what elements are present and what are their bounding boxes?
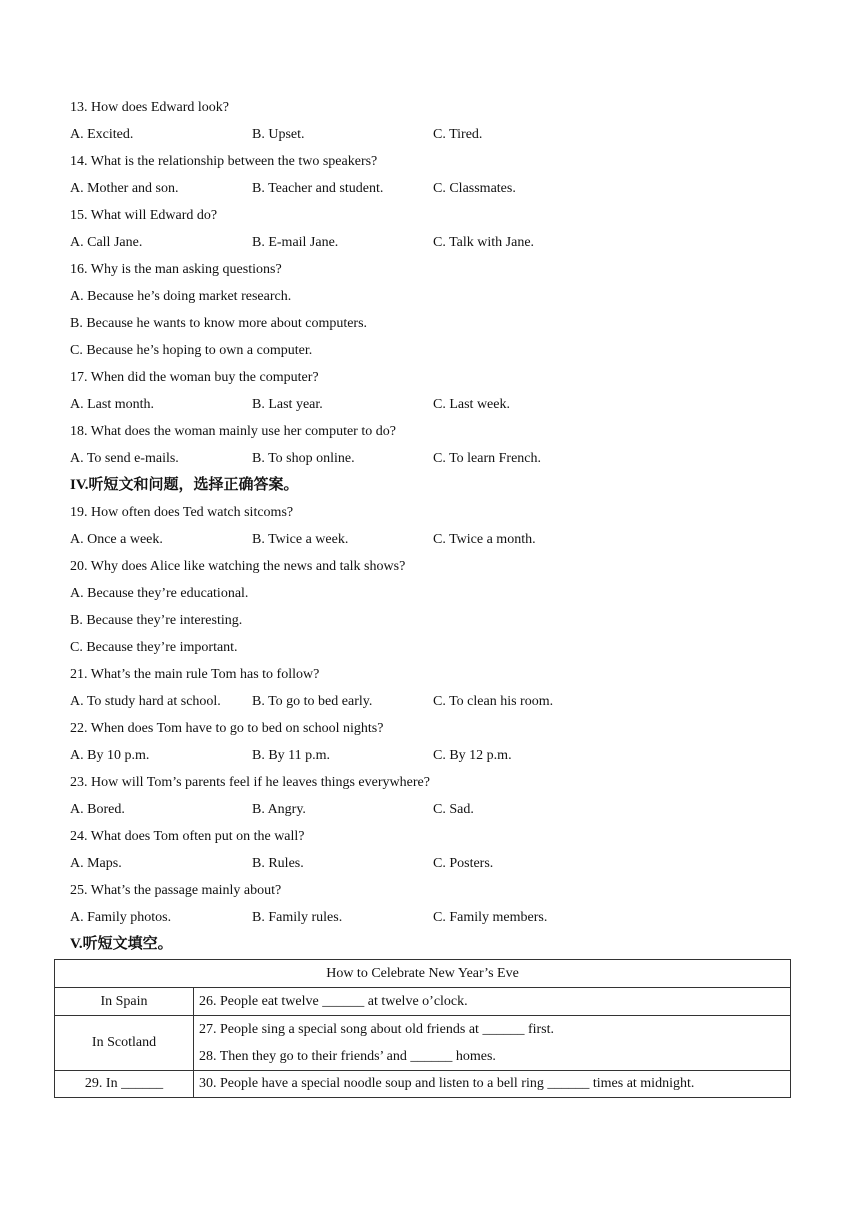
scotland-label: In Scotland xyxy=(55,1016,194,1071)
question-text: 22. When does Tom have to go to bed on school nights? xyxy=(70,721,384,736)
option-b: B. By 11 p.m. xyxy=(252,748,331,763)
question-text: 17. When did the woman buy the computer? xyxy=(70,370,319,385)
option-a: A. To send e-mails. xyxy=(70,451,179,466)
question-text: 20. Why does Alice like watching the news and talk shows? xyxy=(70,559,406,574)
options-row xyxy=(70,796,792,823)
option-b: B. E-mail Jane. xyxy=(252,235,339,250)
option-c: C. Sad. xyxy=(433,802,474,817)
spain-text: 26. People eat twelve ______ at twelve o’clock. xyxy=(194,988,791,1016)
option-c: C. Last week. xyxy=(433,397,510,412)
option-c: C. Posters. xyxy=(433,856,494,871)
option-line: B. Because they’re interesting. xyxy=(70,613,243,628)
option-a: A. To study hard at school. xyxy=(70,694,221,709)
scotland-text-27: 27. People sing a special song about old friends at ______ first. xyxy=(199,1022,554,1037)
option-c: C. Twice a month. xyxy=(433,532,536,547)
option-b: B. Rules. xyxy=(252,856,304,871)
option-c: C. Tired. xyxy=(433,127,483,142)
option-c: C. Classmates. xyxy=(433,181,516,196)
section-iv-heading: IV.听短文和问题，选择正确答案。 xyxy=(70,477,299,493)
option-a: A. Last month. xyxy=(70,397,154,412)
options-row xyxy=(70,688,792,715)
options-row xyxy=(70,229,792,256)
table-title: How to Celebrate New Year’s Eve xyxy=(55,960,791,988)
options-row xyxy=(70,526,792,553)
option-b: B. Angry. xyxy=(252,802,306,817)
question-text: 15. What will Edward do? xyxy=(70,208,218,223)
option-line: B. Because he wants to know more about computers. xyxy=(70,316,368,331)
option-b: B. Last year. xyxy=(252,397,323,412)
question-text: 25. What’s the passage mainly about? xyxy=(70,883,282,898)
question-text: 16. Why is the man asking questions? xyxy=(70,262,282,277)
option-c: C. By 12 p.m. xyxy=(433,748,512,763)
option-b: B. Family rules. xyxy=(252,910,343,925)
country-blank-label: 29. In ______ xyxy=(55,1071,194,1098)
option-c: C. To clean his room. xyxy=(433,694,554,709)
option-a: A. Mother and son. xyxy=(70,181,179,196)
options-row xyxy=(70,850,792,877)
option-line: A. Because he’s doing market research. xyxy=(70,289,292,304)
option-a: A. By 10 p.m. xyxy=(70,748,150,763)
spain-label: In Spain xyxy=(55,988,194,1016)
option-a: A. Bored. xyxy=(70,802,125,817)
question-text: 23. How will Tom’s parents feel if he leaves things everywhere? xyxy=(70,775,430,790)
option-b: B. To shop online. xyxy=(252,451,355,466)
option-a: A. Excited. xyxy=(70,127,134,142)
option-c: C. To learn French. xyxy=(433,451,542,466)
option-a: A. Maps. xyxy=(70,856,122,871)
scotland-text-28: 28. Then they go to their friends’ and ______ homes. xyxy=(199,1049,496,1064)
question-text: 24. What does Tom often put on the wall? xyxy=(70,829,305,844)
options-row xyxy=(70,391,792,418)
options-row xyxy=(70,445,792,472)
question-text: 14. What is the relationship between the two speakers? xyxy=(70,154,378,169)
noodle-soup-text: 30. People have a special noodle soup and listen to a bell ring ______ times at midnight. xyxy=(194,1071,791,1098)
option-b: B. Teacher and student. xyxy=(252,181,384,196)
option-b: B. Twice a week. xyxy=(252,532,349,547)
option-line: C. Because he’s hoping to own a computer. xyxy=(70,343,313,358)
options-row xyxy=(70,175,792,202)
option-b: B. To go to bed early. xyxy=(252,694,373,709)
option-c: C. Talk with Jane. xyxy=(433,235,535,250)
question-text: 19. How often does Ted watch sitcoms? xyxy=(70,505,294,520)
options-row xyxy=(70,742,792,769)
question-text: 21. What’s the main rule Tom has to follow? xyxy=(70,667,320,682)
section-v-heading: V.听短文填空。 xyxy=(70,936,173,952)
option-line: C. Because they’re important. xyxy=(70,640,238,655)
question-group-b xyxy=(70,499,792,931)
option-a: A. Once a week. xyxy=(70,532,163,547)
scotland-cell xyxy=(194,1016,791,1071)
option-line: A. Because they’re educational. xyxy=(70,586,249,601)
option-a: A. Call Jane. xyxy=(70,235,143,250)
question-text: 13. How does Edward look? xyxy=(70,100,230,115)
option-b: B. Upset. xyxy=(252,127,305,142)
options-row xyxy=(70,121,792,148)
question-group-a xyxy=(70,94,792,472)
fill-in-table xyxy=(54,959,791,1098)
option-a: A. Family photos. xyxy=(70,910,172,925)
options-row xyxy=(70,904,792,931)
option-c: C. Family members. xyxy=(433,910,548,925)
question-text: 18. What does the woman mainly use her computer to do? xyxy=(70,424,396,439)
questions-content xyxy=(70,94,792,958)
